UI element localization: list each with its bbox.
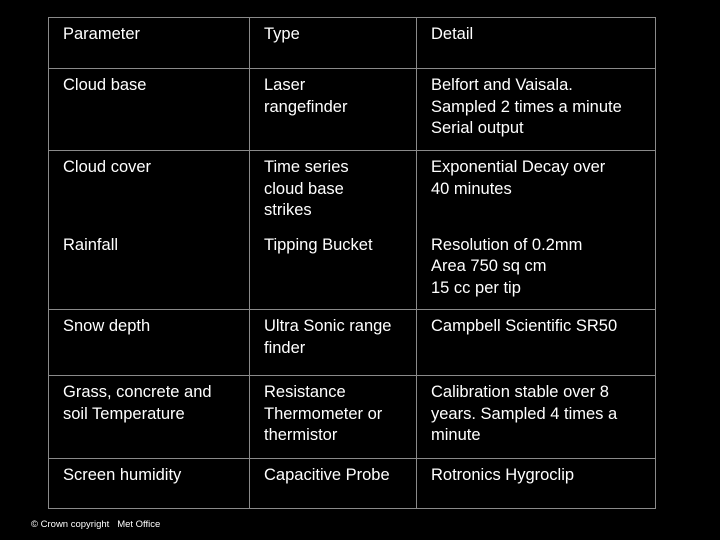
parameters-table — [48, 17, 656, 509]
cell-type: Laser rangefinder — [250, 69, 417, 151]
cell-type: Capacitive Probe — [250, 459, 417, 509]
header-type: Type — [250, 18, 417, 69]
table-row — [49, 151, 656, 232]
cell-detail: Belfort and Vaisala. Sampled 2 times a minute Serial output — [417, 69, 656, 151]
table-row — [49, 69, 656, 151]
table-row — [49, 310, 656, 376]
cell-detail: Exponential Decay over 40 minutes — [417, 151, 656, 232]
table-row — [49, 459, 656, 509]
copyright-footer: © Crown copyright Met Office — [31, 519, 161, 530]
table-header-row — [49, 18, 656, 69]
table-row — [49, 232, 656, 310]
cell-type: Ultra Sonic range finder — [250, 310, 417, 376]
cell-parameter: Cloud base — [49, 69, 250, 151]
cell-type: Tipping Bucket — [250, 232, 417, 310]
cell-parameter: Snow depth — [49, 310, 250, 376]
cell-type: Time series cloud base strikes — [250, 151, 417, 232]
cell-detail: Calibration stable over 8 years. Sampled 4 times a minute — [417, 376, 656, 459]
cell-parameter: Screen humidity — [49, 459, 250, 509]
cell-detail: Resolution of 0.2mm Area 750 sq cm 15 cc per tip — [417, 232, 656, 310]
cell-detail: Campbell Scientific SR50 — [417, 310, 656, 376]
cell-type: Resistance Thermometer or thermistor — [250, 376, 417, 459]
cell-detail: Rotronics Hygroclip — [417, 459, 656, 509]
header-parameter: Parameter — [49, 18, 250, 69]
cell-parameter: Rainfall — [49, 232, 250, 310]
header-detail: Detail — [417, 18, 656, 69]
cell-parameter: Grass, concrete and soil Temperature — [49, 376, 250, 459]
cell-parameter: Cloud cover — [49, 151, 250, 232]
table-row — [49, 376, 656, 459]
